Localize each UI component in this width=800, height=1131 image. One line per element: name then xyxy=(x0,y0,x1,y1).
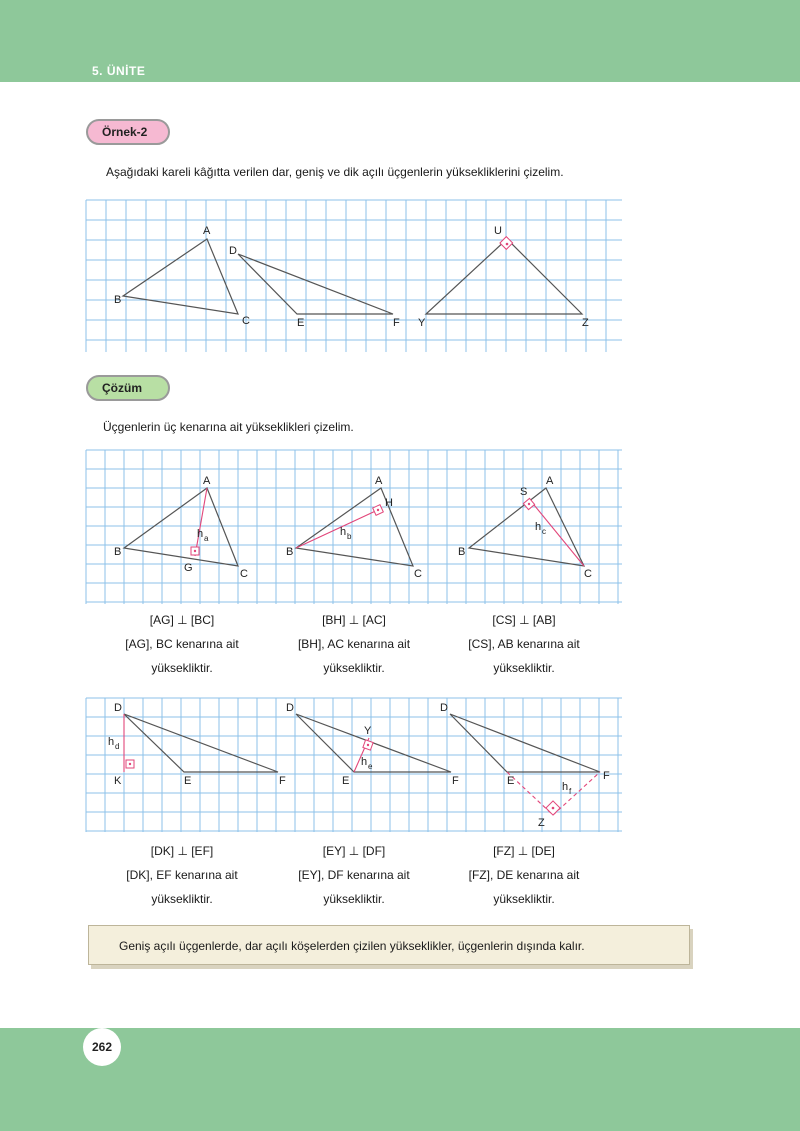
label-h: h xyxy=(340,526,347,538)
caption-line: [DK] ⊥ [EF] xyxy=(150,844,214,858)
label-h: h xyxy=(108,736,115,748)
caption-line: yüksekliktir. xyxy=(493,661,555,675)
label-H: H xyxy=(385,497,393,509)
label-C: C xyxy=(584,568,592,580)
label-hc-sub: c xyxy=(542,527,546,536)
label-B: B xyxy=(114,546,122,558)
label-U: U xyxy=(494,225,502,237)
caption-line: yüksekliktir. xyxy=(323,661,385,675)
caption-line: [BH] ⊥ [AC] xyxy=(322,613,386,627)
caption-line: yüksekliktir. xyxy=(151,661,213,675)
label-h: h xyxy=(197,528,204,540)
caption-line: yüksekliktir. xyxy=(323,892,385,906)
label-E: E xyxy=(297,317,305,329)
page-number: 262 xyxy=(83,1028,121,1066)
caption-line: [EY], DF kenarına ait xyxy=(298,868,410,882)
label-A: A xyxy=(203,475,211,487)
caption-line: [EY] ⊥ [DF] xyxy=(322,844,386,858)
caption-line: [AG] ⊥ [BC] xyxy=(149,613,215,627)
caption-line: [CS] ⊥ [AB] xyxy=(492,613,556,627)
example-instruction: Aşağıdaki kareli kâğıtta verilen dar, geniş ve dik açılı üçgenlerin yüksekliklerini çizelim. xyxy=(106,165,564,179)
label-D: D xyxy=(286,702,294,714)
label-he-sub: e xyxy=(368,762,373,771)
label-F: F xyxy=(603,770,610,782)
caption-line: [CS], AB kenarına ait xyxy=(468,637,580,651)
label-hf-sub: f xyxy=(569,787,572,796)
label-D: D xyxy=(440,702,448,714)
label-hb-sub: b xyxy=(347,532,352,541)
caption-line: [FZ] ⊥ [DE] xyxy=(493,844,555,858)
label-K: K xyxy=(114,775,122,787)
label-B: B xyxy=(114,294,122,306)
label-C: C xyxy=(242,315,250,327)
caption-line: [BH], AC kenarına ait xyxy=(297,637,411,651)
label-A: A xyxy=(375,475,383,487)
label-A: A xyxy=(203,225,211,237)
caption-3 xyxy=(424,608,624,680)
caption-4 xyxy=(82,839,282,911)
solution-badge: Çözüm xyxy=(86,375,170,401)
label-D: D xyxy=(229,245,237,257)
label-F: F xyxy=(393,317,400,329)
unit-label: 5. ÜNİTE xyxy=(92,64,146,78)
caption-6 xyxy=(424,839,624,911)
solution-instruction: Üçgenlerin üç kenarına ait yükseklikleri çizelim. xyxy=(103,420,354,434)
label-ha-sub: a xyxy=(204,534,209,543)
label-Z: Z xyxy=(538,817,545,829)
caption-line: [FZ], DE kenarına ait xyxy=(468,868,580,882)
label-D: D xyxy=(114,702,122,714)
label-Y: Y xyxy=(418,317,426,329)
label-C: C xyxy=(414,568,422,580)
label-B: B xyxy=(458,546,466,558)
label-E: E xyxy=(342,775,350,787)
info-note: Geniş açılı üçgenlerde, dar açılı köşelerden çizilen yükseklikler, üçgenlerin dışında kalır. xyxy=(88,925,690,965)
label-G: G xyxy=(184,562,193,574)
label-F: F xyxy=(452,775,459,787)
label-h: h xyxy=(562,781,569,793)
caption-line: yüksekliktir. xyxy=(151,892,213,906)
example-figure xyxy=(114,225,589,329)
caption-1 xyxy=(82,608,282,680)
label-C: C xyxy=(240,568,248,580)
caption-line: [DK], EF kenarına ait xyxy=(126,868,238,882)
label-h: h xyxy=(361,756,368,768)
caption-line: yüksekliktir. xyxy=(493,892,555,906)
label-Z: Z xyxy=(582,317,589,329)
caption-line: [AG], BC kenarına ait xyxy=(125,637,239,651)
label-F: F xyxy=(279,775,286,787)
label-E: E xyxy=(184,775,192,787)
label-S: S xyxy=(520,486,528,498)
label-h: h xyxy=(535,521,542,533)
label-B: B xyxy=(286,546,294,558)
label-A: A xyxy=(546,475,554,487)
label-E: E xyxy=(507,775,515,787)
label-Y: Y xyxy=(364,725,372,737)
label-hd-sub: d xyxy=(115,742,120,751)
example-badge: Örnek-2 xyxy=(86,119,170,145)
